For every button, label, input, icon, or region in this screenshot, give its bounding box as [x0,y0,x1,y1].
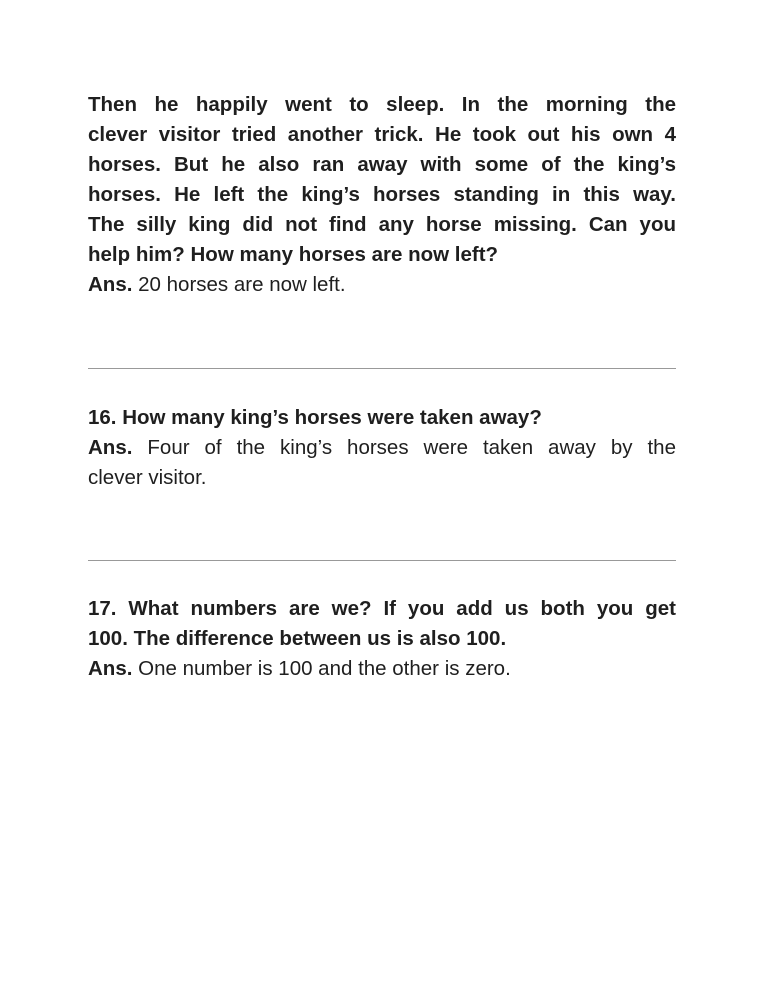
question-17-block [88,594,676,684]
answer-text: Four of the king’s horses were taken away by the [147,436,676,459]
answer-text: One number is 100 and the other is zero. [138,657,511,680]
question-line: The silly king did not find any horse missing. Can you [88,213,676,236]
question-line: Then he happily went to sleep. In the morning the [88,93,676,116]
answer-label: Ans. [88,273,133,296]
question-line: horses. He left the king’s horses standing in this way. [88,183,676,206]
question-16-block [88,403,676,493]
question-line: clever visitor tried another trick. He took out his own 4 [88,123,676,146]
answer-text: 20 horses are now left. [138,273,346,296]
answer-label: Ans. [88,657,133,680]
story-question-block [88,90,676,300]
answer-line [88,270,676,300]
question-line: horses. But he also ran away with some of the king’s [88,153,676,176]
question-paragraph [88,90,676,270]
section-divider [88,368,676,369]
answer-text-continued: clever visitor. [88,466,207,489]
section-divider [88,560,676,561]
question-line: help him? How many horses are now left? [88,243,499,266]
answer-label: Ans. [88,436,133,459]
answer-line [88,433,676,463]
question-line: 100. The difference between us is also 100. [88,627,507,650]
question-text: 16. How many king’s horses were taken away? [88,406,542,429]
question-line: 17. What numbers are we? If you add us both you get [88,597,676,620]
answer-line [88,654,676,684]
